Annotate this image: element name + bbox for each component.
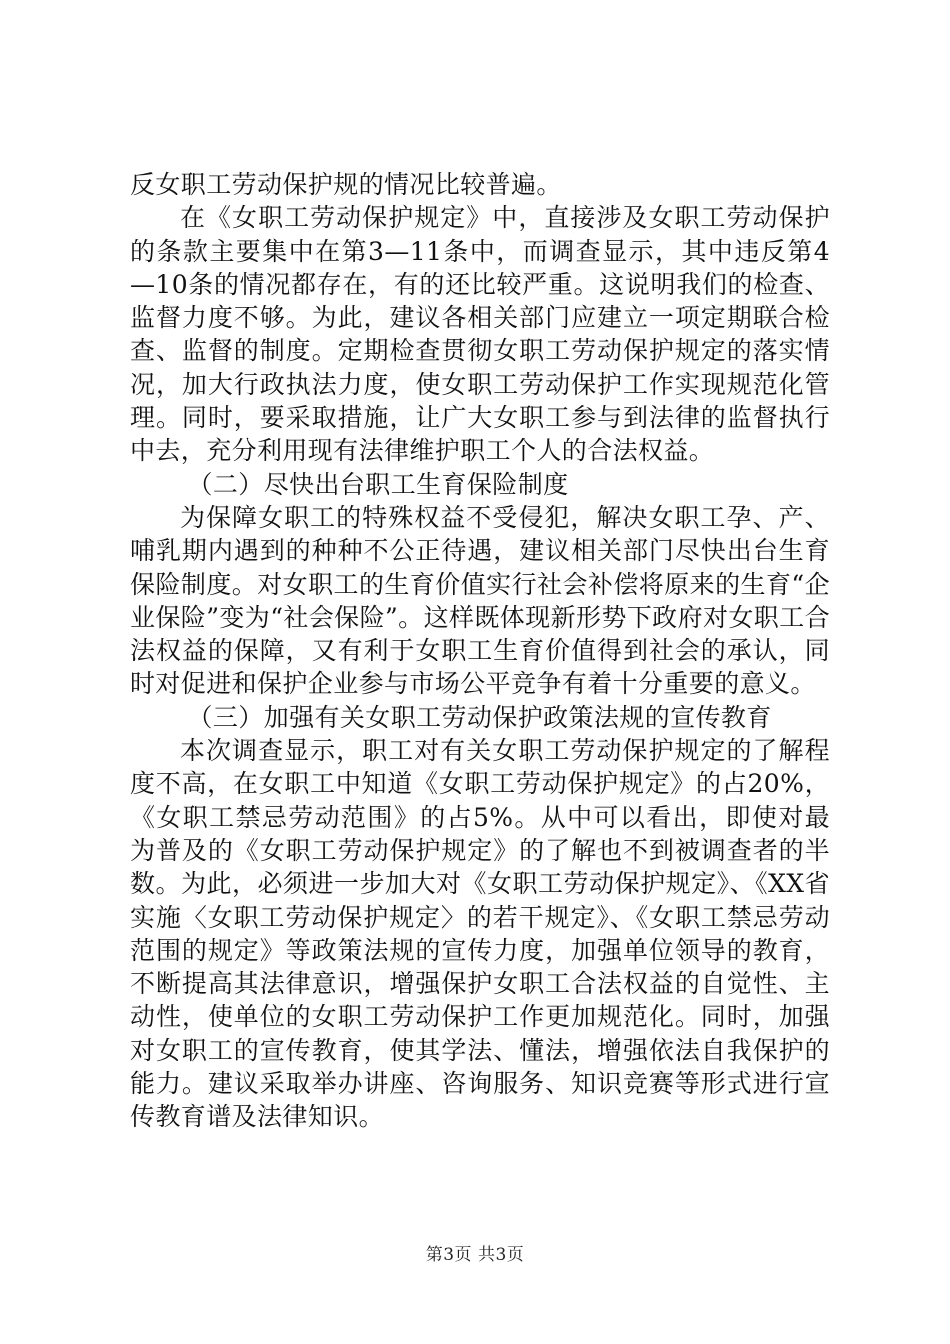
page-number-footer: 第3页 共3页: [425, 1245, 525, 1265]
paragraph-maternity-insurance: 为保障女职工的特殊权益不受侵犯，解决女职工孕、产、哺乳期内遇到的种种不公正待遇，建议相关部门尽快出台生育保险制度。对女职工的生育价值实行社会补偿将原来的生育“企业保险”变为“社会保险”。这样既体现新形势下政府对女职工合法权益的保障，又有利于女职工生育价值得到社会的承认，同时对促进和保护企业参与市场公平竞争有着十分重要的意义。: [130, 502, 830, 699]
paragraph-continuation: 反女职工劳动保护规的情况比较普遍。: [130, 170, 562, 199]
section-heading-legal-education: （三）加强有关女职工劳动保护政策法规的宣传教育: [187, 702, 772, 732]
paragraph-legal-education: 本次调查显示，职工对有关女职工劳动保护规定的了解程度不高，在女职工中知道《女职工劳动保护规定》的占20%，《女职工禁忌劳动范围》的占5%。从中可以看出，即使对最为普及的《女职工劳动保护规定》的了解也不到被调查者的半数。为此，必须进一步加大对《女职工劳动保护规定》、《XX省实施〈女职工劳动保护规定〉的若干规定》、《女职工禁忌劳动范围的规定》等政策法规的宣传力度，加强单位领导的教育，不断提高其法律意识，增强保护女职工合法权益的自觉性、主动性，使单位的女职工劳动保护工作更加规范化。同时，加强对女职工的宣传教育，使其学法、懂法，增强依法自我保护的能力。建议采取举办讲座、咨询服务、知识竞赛等形式进行宣传教育谱及法律知识。: [130, 736, 830, 1132]
paragraph-inspection-supervision: 在《女职工劳动保护规定》中，直接涉及女职工劳动保护的条款主要集中在第3—11条中，而调查显示，其中违反第4—10条的情况都存在，有的还比较严重。这说明我们的检查、监督力度不够。为此，建议各相关部门应建立一项定期联合检查、监督的制度。定期检查贯彻女职工劳动保护规定的落实情况，加大行政执法力度，使女职工劳动保护工作实现规范化管理。同时，要采取措施，让广大女职工参与到法律的监督执行中去，充分利用现有法律维护职工个人的合法权益。: [130, 203, 830, 466]
section-heading-maternity-insurance: （二）尽快出台职工生育保险制度: [187, 469, 569, 499]
document-body: [130, 168, 830, 1134]
